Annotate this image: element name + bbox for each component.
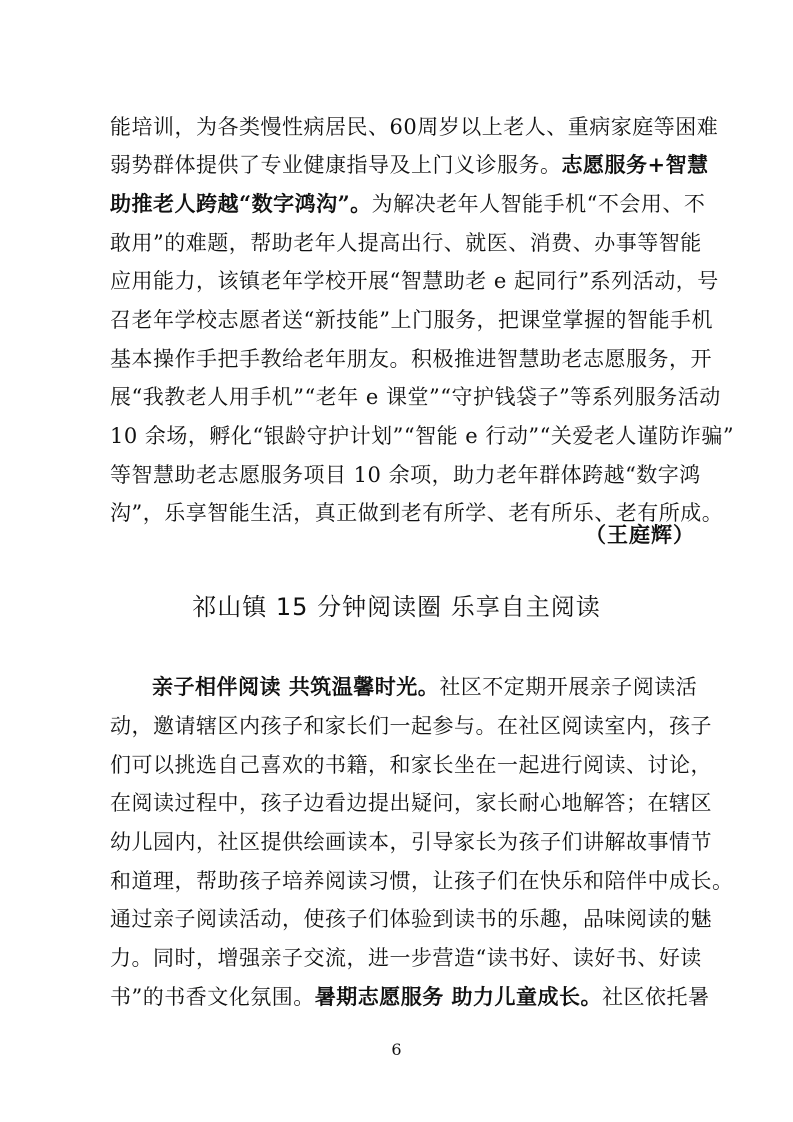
paragraph-line — [110, 112, 719, 142]
paragraph-line — [110, 750, 712, 780]
author-credit: （王庭辉） — [585, 522, 695, 547]
paragraph-line — [110, 266, 719, 296]
line-text: 召老年学校志愿者送“新技能”上门服务，把课堂掌握的智能手机 — [110, 308, 713, 332]
line-text: 动，邀请辖区内孩子和家长们一起参与。在社区阅读室内，孩子 — [110, 714, 712, 738]
paragraph-line — [110, 150, 709, 180]
paragraph-line — [110, 189, 706, 219]
line-text: 和道理，帮助孩子培养阅读习惯，让孩子们在快乐和陪伴中成长。 — [110, 869, 734, 893]
line-text: 应用能力，该镇老年学校开展“智慧助老 e 起同行”系列活动，号 — [110, 269, 719, 293]
line-text: 书”的书香文化氛围。 — [110, 985, 315, 1009]
bold-heading-text: 志愿服务+智慧 — [561, 152, 709, 177]
paragraph-line — [110, 788, 712, 818]
paragraph-line — [110, 982, 710, 1012]
page-number: 6 — [391, 1040, 402, 1059]
paragraph-line — [110, 904, 712, 934]
paragraph-line — [110, 711, 712, 741]
line-text: 展“我教老人用手机”“老年 e 课堂”“守护钱袋子”等系列服务活动 — [110, 385, 721, 409]
paragraph-line — [110, 344, 712, 374]
paragraph-line — [110, 460, 701, 490]
line-text: 通过亲子阅读活动，使孩子们体验到读书的乐趣，品味阅读的魅 — [110, 907, 712, 931]
paragraph-line — [110, 382, 721, 412]
paragraph-line — [110, 866, 734, 896]
line-text: 幼儿园内，社区提供绘画读本，引导家长为孩子们讲解故事情节 — [110, 830, 712, 854]
line-text: 10 余场，孵化“银龄守护计划”“智能 e 行动”“关爱老人谨防诈骗” — [110, 424, 735, 448]
line-text: 敢用”的难题，帮助老年人提高出行、就医、消费、办事等智能 — [110, 231, 702, 255]
paragraph-line — [110, 305, 713, 335]
line-text: 力。同时，增强亲子交流，进一步营造“读书好、读好书、好读 — [110, 946, 702, 970]
line-text: 们可以挑选自己喜欢的书籍，和家长坐在一起进行阅读、讨论， — [110, 753, 712, 777]
article-title: 祁山镇 15 分钟阅读圈 乐享自主阅读 — [192, 593, 601, 621]
line-text: 基本操作手把手教给老年朋友。积极推进智慧助老志愿服务，开 — [110, 347, 712, 371]
paragraph-line — [110, 421, 735, 451]
paragraph-line — [110, 228, 702, 258]
paragraph-line — [152, 672, 698, 702]
line-text: 能培训，为各类慢性病居民、60周岁以上老人、重病家庭等困难 — [110, 115, 719, 139]
bold-heading-text: 暑期志愿服务 助力儿童成长。 — [314, 984, 603, 1009]
bold-heading-text: 亲子相伴阅读 共筑温馨时光。 — [152, 674, 440, 699]
bold-heading-text: 助推老人跨越“数字鸿沟”。 — [110, 191, 372, 216]
paragraph-line — [110, 943, 702, 973]
line-text: 社区不定期开展亲子阅读活 — [439, 675, 698, 699]
line-text: 社区依托暑 — [602, 985, 710, 1009]
line-text: 为解决老年人智能手机“不会用、不 — [371, 192, 706, 216]
line-text: 等智慧助老志愿服务项目 10 余项，助力老年群体跨越“数字鸿 — [110, 463, 701, 487]
line-text: 沟”，乐享智能生活，真正做到老有所学、老有所乐、老有所成。 — [110, 501, 724, 525]
paragraph-line — [110, 827, 712, 857]
line-text: 弱势群体提供了专业健康指导及上门义诊服务。 — [110, 153, 562, 177]
line-text: 在阅读过程中，孩子边看边提出疑问，家长耐心地解答；在辖区 — [110, 791, 712, 815]
